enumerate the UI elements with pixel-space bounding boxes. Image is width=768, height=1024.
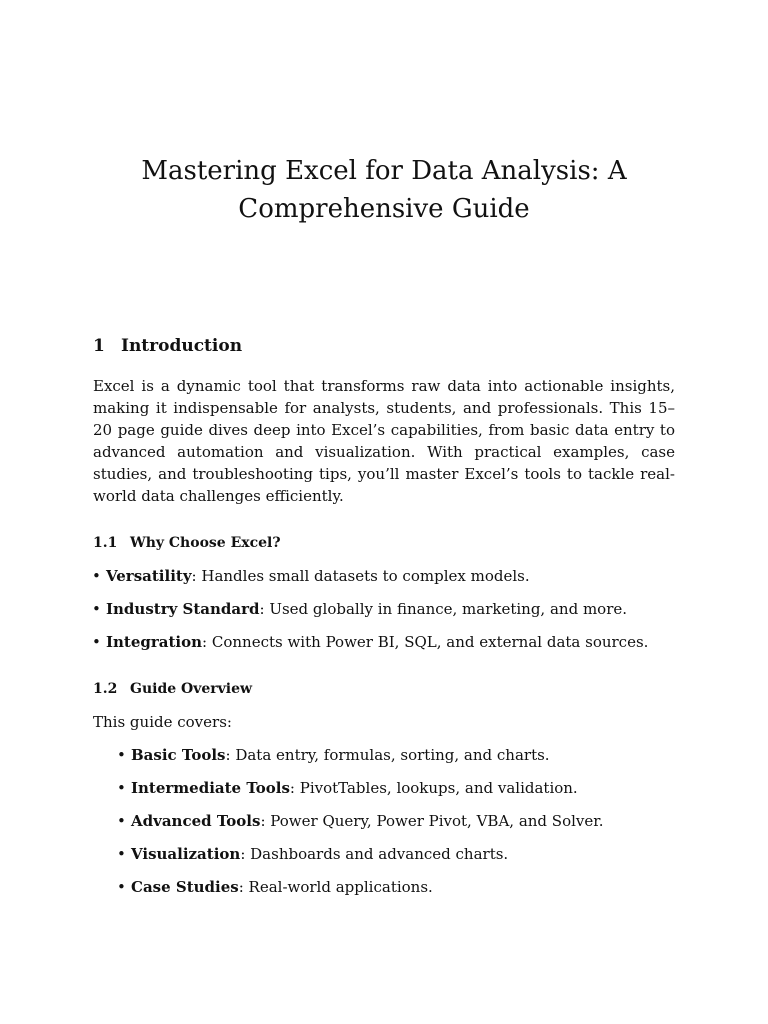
- subsection-heading-why-excel: [93, 533, 281, 553]
- list-item: [117, 876, 604, 898]
- list-item-text: : Real-world applications.: [238, 878, 433, 896]
- title-line-1: Mastering Excel for Data Analysis: A: [141, 156, 627, 186]
- list-item: [92, 565, 648, 587]
- section-title: Introduction: [121, 336, 243, 356]
- list-item-text: : Data entry, formulas, sorting, and charts.: [225, 746, 550, 764]
- subsection-heading-guide-overview: [93, 679, 252, 699]
- list-item-term: Versatility: [106, 567, 192, 585]
- title-line-2: Comprehensive Guide: [238, 194, 530, 224]
- list-item: [117, 744, 604, 766]
- list-item-term: Advanced Tools: [131, 812, 261, 830]
- list-item-term: Industry Standard: [106, 600, 260, 618]
- bullet-icon: •: [117, 812, 126, 830]
- list-item: [92, 631, 648, 653]
- bullet-icon: •: [117, 845, 126, 863]
- list-item-term: Basic Tools: [131, 746, 226, 764]
- subsection-title: Guide Overview: [130, 681, 253, 697]
- list-item-text: : Used globally in finance, marketing, and more.: [259, 600, 628, 618]
- list-item-term: Case Studies: [131, 878, 239, 896]
- list-item-term: Intermediate Tools: [131, 779, 290, 797]
- list-item-term: Integration: [106, 633, 203, 651]
- overview-intro-text: This guide covers:: [93, 713, 232, 731]
- bullet-icon: •: [117, 746, 126, 764]
- list-item: [92, 598, 648, 620]
- list-item-text: : Handles small datasets to complex models.: [191, 567, 530, 585]
- guide-overview-list: [117, 744, 604, 898]
- bullet-icon: •: [117, 878, 126, 896]
- bullet-icon: •: [92, 600, 101, 618]
- bullet-icon: •: [92, 567, 101, 585]
- intro-paragraph: Excel is a dynamic tool that transforms raw data into actionable insights, making it indispensable for analysts, students, and professionals. This 15–20 page guide dives deep into Excel’s capabilities, from basic data entry to advanced automation and visualization. With practical examples, case studies, and troubleshooting tips, you’ll master Excel’s tools to tackle real-world data challenges efficiently.: [93, 377, 675, 505]
- list-item-text: : Power Query, Power Pivot, VBA, and Solver.: [260, 812, 604, 830]
- subsection-title: Why Choose Excel?: [130, 535, 281, 551]
- section-number: 1: [93, 336, 105, 356]
- subsection-number: 1.2: [93, 681, 118, 697]
- section-heading-introduction: [93, 333, 242, 359]
- list-item-text: : Connects with Power BI, SQL, and external data sources.: [202, 633, 649, 651]
- list-item: [117, 777, 604, 799]
- bullet-icon: •: [117, 779, 126, 797]
- list-item-text: : PivotTables, lookups, and validation.: [289, 779, 578, 797]
- list-item-term: Visualization: [131, 845, 241, 863]
- list-item-text: : Dashboards and advanced charts.: [240, 845, 509, 863]
- subsection-number: 1.1: [93, 535, 118, 551]
- document-title: [93, 152, 675, 228]
- why-excel-list: [92, 565, 648, 653]
- bullet-icon: •: [92, 633, 101, 651]
- list-item: [117, 810, 604, 832]
- list-item: [117, 843, 604, 865]
